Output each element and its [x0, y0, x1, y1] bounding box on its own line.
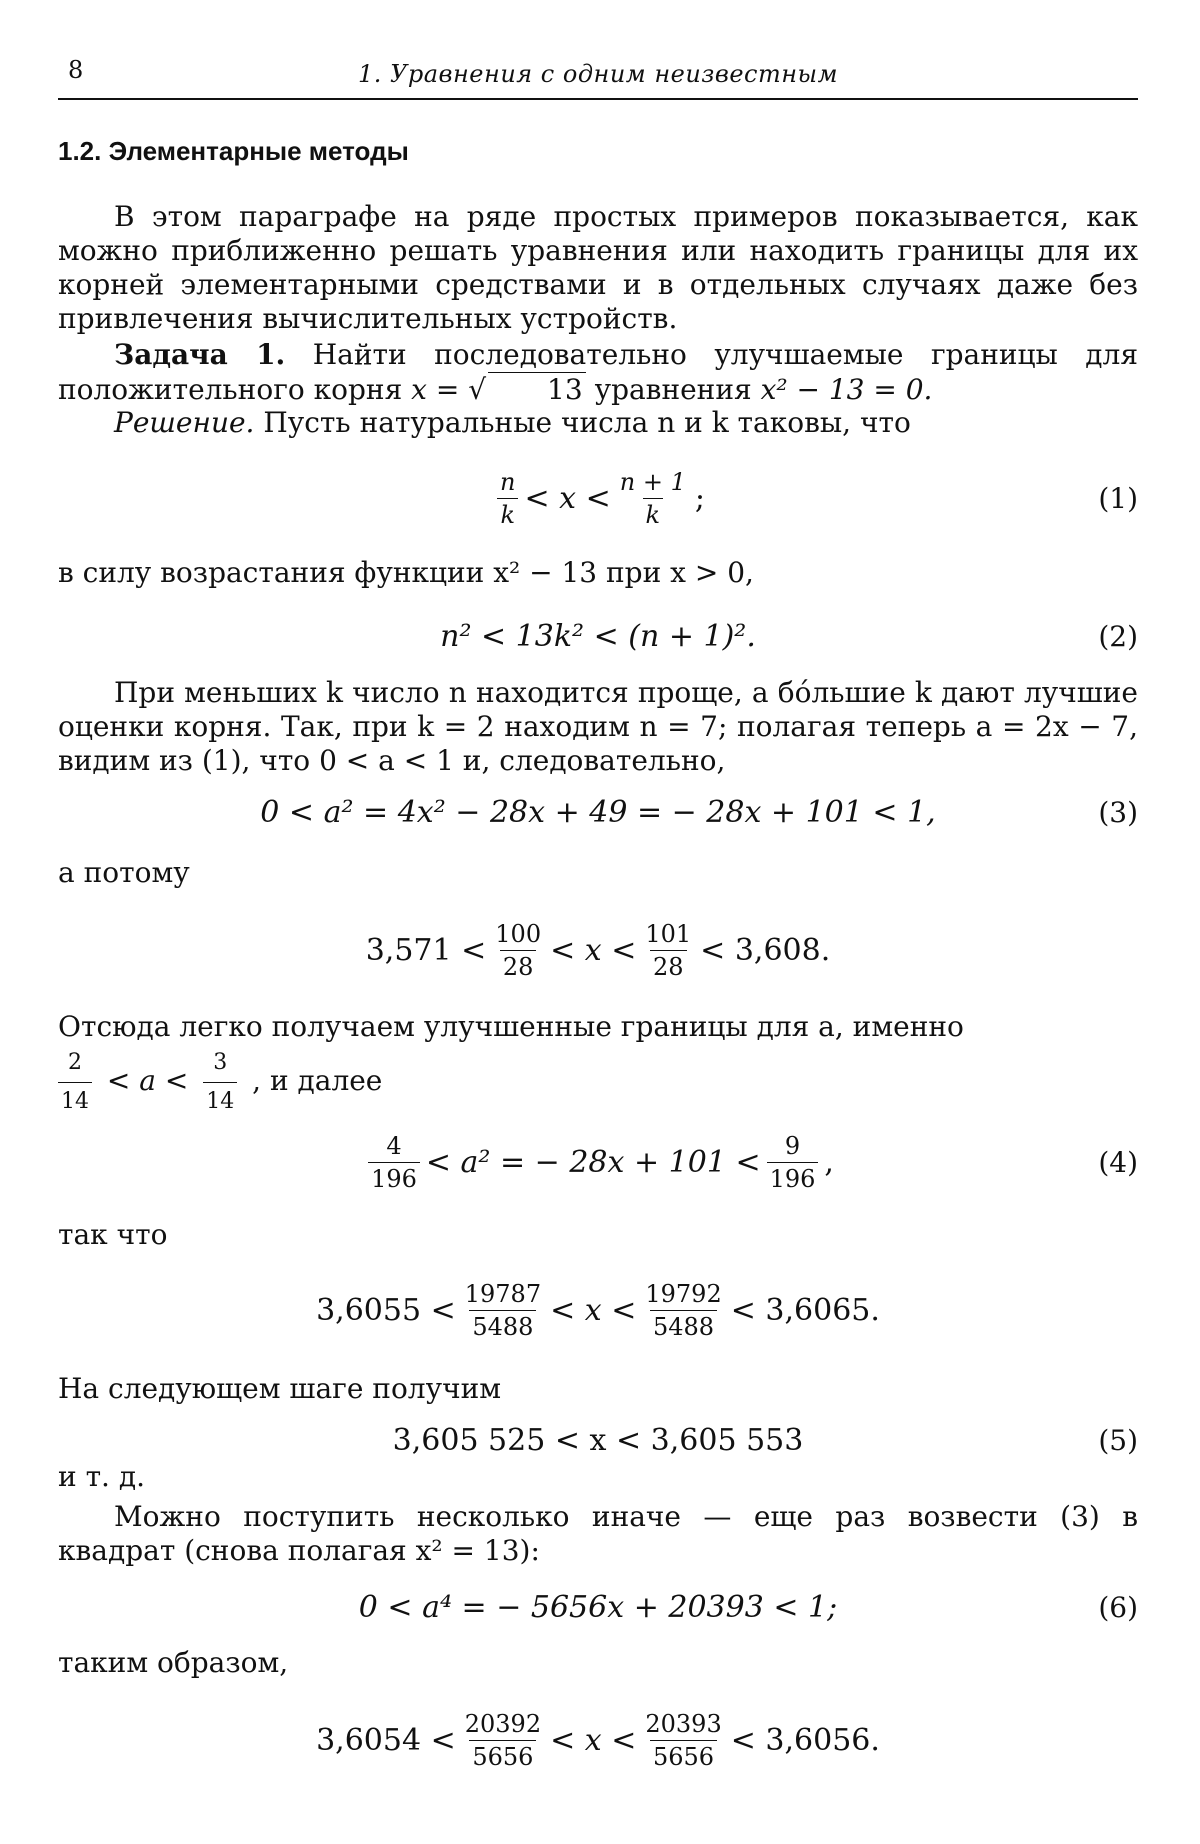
ineq-b-middle: < x <: [550, 1292, 637, 1328]
inequality-b: [58, 1270, 1138, 1350]
eq4-middle: < a² = − 28x + 101 <: [425, 1144, 761, 1180]
task-x-eq: x =: [411, 373, 460, 406]
running-title: 1. Уравнения с одним неизвестным: [357, 60, 838, 88]
page-number: 8: [68, 56, 84, 84]
task-text-a: Найти последовательно улучшаемые границы для положительного корня: [58, 338, 1138, 406]
solution-paragraph: [58, 406, 1138, 440]
book-page: [58, 0, 1138, 1844]
eq3-text: 0 < a² = 4x² − 28x + 49 = − 28x + 101 < 1,: [260, 794, 936, 830]
eq1-middle: < x <: [524, 480, 611, 516]
fraction-2-14: $\frac{2}{14}$: [58, 1046, 92, 1119]
improved-bounds-paragraph: [58, 1010, 1138, 1119]
fraction-19787-5488: $\frac{19787}{5488}$: [464, 1279, 542, 1341]
fraction-n-over-k: $\frac{n}{k}$: [497, 468, 518, 529]
equation-4: [58, 1122, 1138, 1202]
equation-number-1: (1): [1098, 481, 1138, 515]
inequality-a: [58, 910, 1138, 990]
text-i-t-d: и т. д.: [58, 1460, 145, 1493]
equation-number-4: (4): [1098, 1145, 1138, 1179]
ineq-c-right: < 3,6056.: [730, 1722, 880, 1758]
eq4-tail: ,: [824, 1144, 834, 1180]
eq1-tail: ;: [694, 480, 705, 516]
equation-5: [58, 1420, 1138, 1460]
improved-middle: < a <: [106, 1064, 189, 1097]
fraction-20393-5656: $\frac{20393}{5656}$: [645, 1709, 722, 1771]
ineq-a-right: < 3,608.: [700, 932, 831, 968]
solution-label: Решение.: [114, 406, 255, 439]
eq2-text: n² < 13k² < (n + 1)².: [440, 618, 756, 654]
equation-number-6: (6): [1098, 1590, 1138, 1624]
fraction-3-14: $\frac{3}{14}$: [203, 1046, 237, 1119]
task-text-b: уравнения: [594, 373, 752, 406]
ineq-b-left: 3,6055 <: [316, 1292, 456, 1328]
otherwise-paragraph: Можно поступить несколько иначе — еще раз возвести (3) в квадрат (снова полагая x² = 13):: [58, 1500, 1138, 1567]
text-takim-obrazom: таким образом,: [58, 1646, 289, 1679]
fraction-n1-over-k: $\frac{n + 1}{k}$: [619, 467, 686, 529]
equation-6: [58, 1586, 1138, 1628]
eq5-text: 3,605 525 < x < 3,605 553: [392, 1422, 804, 1458]
equation-number-2: (2): [1098, 619, 1138, 653]
section-title: 1.2. Элементарные методы: [58, 136, 409, 166]
ineq-c-middle: < x <: [550, 1722, 637, 1758]
equation-1: [58, 462, 1138, 534]
equation-3: [58, 790, 1138, 834]
ineq-b-right: < 3,6065.: [730, 1292, 880, 1328]
equation-number-3: (3): [1098, 795, 1138, 829]
solution-text: Пусть натуральные числа n и k таковы, что: [263, 406, 911, 439]
improved-bounds-text: Отсюда легко получаем улучшенные границы для a, именно: [58, 1010, 964, 1043]
inequality-c: [58, 1700, 1138, 1780]
task-equation: x² − 13 = 0.: [760, 373, 933, 406]
equation-number-5: (5): [1098, 1423, 1138, 1457]
improved-bounds-inline: [58, 1046, 1138, 1119]
intro-paragraph: В этом параграфе на ряде простых примеров показывается, как можно приближенно решать уравнения или находить границы для их корней элементарными средствами и в отдельных случаях даже без привлечения вычислительных устройств.: [58, 200, 1138, 335]
text-a-potomu: а потому: [58, 856, 190, 889]
equation-2: [58, 616, 1138, 656]
fraction-9-196: $\frac{9}{196}$: [767, 1132, 819, 1193]
text-tak-chto: так что: [58, 1218, 168, 1251]
fraction-4-196: $\frac{4}{196}$: [368, 1132, 420, 1193]
text-after-eq1: в силу возрастания функции x² − 13 при x > 0,: [58, 556, 754, 589]
improved-tail: , и далее: [252, 1064, 383, 1097]
text-next-step: На следующем шаге получим: [58, 1372, 502, 1405]
eq6-text: 0 < a⁴ = − 5656x + 20393 < 1;: [358, 1589, 838, 1625]
task-paragraph: [58, 338, 1138, 407]
header-rule: [58, 98, 1138, 100]
fraction-100-28: $\frac{100}{28}$: [495, 919, 542, 981]
sqrt-symbol: √: [468, 373, 487, 406]
fraction-20392-5656: $\frac{20392}{5656}$: [464, 1709, 542, 1771]
page-header: [58, 52, 1138, 92]
fraction-19792-5488: $\frac{19792}{5488}$: [645, 1279, 722, 1341]
fraction-101-28: $\frac{101}{28}$: [645, 919, 692, 981]
task-label: Задача 1.: [114, 338, 286, 371]
ineq-a-middle: < x <: [550, 932, 637, 968]
ineq-a-left: 3,571 <: [365, 932, 487, 968]
sqrt-argument: 13: [488, 372, 586, 407]
smaller-k-paragraph: При меньших k число n находится проще, а бо́льшие k дают лучшие оценки корня. Так, при k = 2 находим n = 7; полагая теперь a = 2x − 7, видим из (1), что 0 < a < 1 и, следовательно,: [58, 676, 1138, 777]
ineq-c-left: 3,6054 <: [316, 1722, 456, 1758]
